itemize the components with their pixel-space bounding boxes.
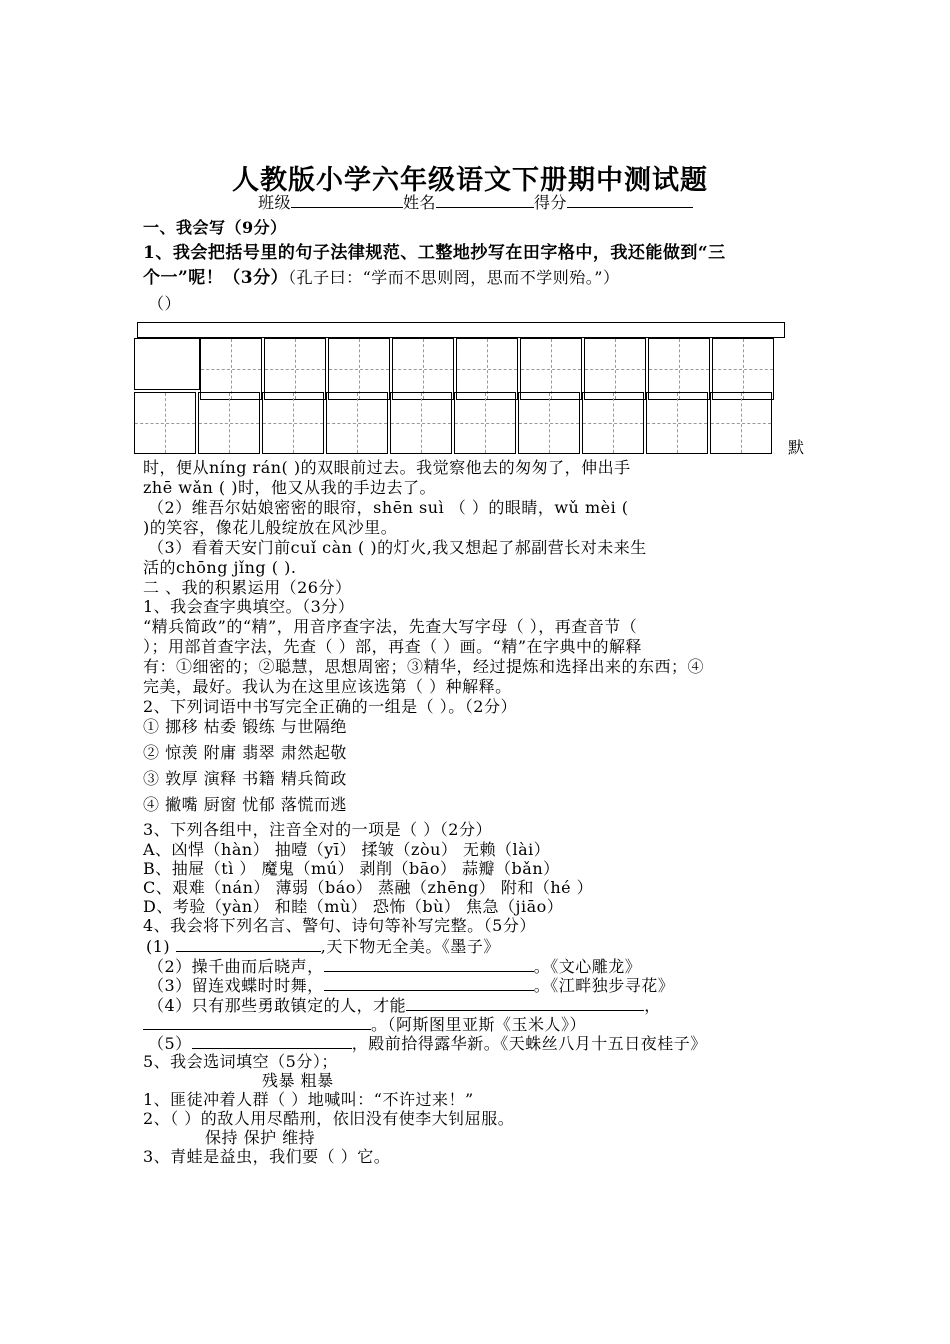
grid-cell[interactable]: [454, 392, 516, 454]
s1-para2: zhē wǎn ( )时，他又从我的手边去了。: [143, 478, 436, 497]
grid-row-1: [200, 338, 776, 400]
section1-heading: 一、我会写（9分）: [143, 218, 287, 237]
grid-cell[interactable]: [134, 392, 196, 454]
grid-cell[interactable]: [710, 392, 772, 454]
q4-5-text: ，殿前拾得露华新。《天蛛丝八月十五日夜桂子》: [351, 1034, 707, 1053]
s2-q5-title: 5、我会选词填空（5分）；: [143, 1052, 338, 1071]
q4-2-text: （2）操千曲而后晓声，: [148, 957, 324, 976]
s2-q4-item3: [148, 974, 674, 996]
q4-4-blank2[interactable]: [143, 1013, 371, 1030]
s1-q1-line2: [143, 268, 619, 288]
s2-q2-option: ① 挪移 枯委 锻练 与世隔绝: [143, 717, 347, 736]
s2-q5-sentence3: 3、青蛙是益虫，我们要（ ）它。: [143, 1147, 391, 1166]
grid-cell[interactable]: [582, 392, 644, 454]
s1-q1-line2b: （孔子曰：“学而不思则罔，思而不学则殆。”）: [288, 268, 620, 287]
grid-cell[interactable]: [392, 338, 454, 400]
s2-q2-title: 2、下列词语中书写完全正确的一组是（ ）。（2分）: [143, 697, 517, 716]
s2-q2-option: ④ 撇嘴 厨窗 忧郁 落慌而逃: [143, 795, 347, 814]
s2-q5-words2: 保持 保护 维持: [205, 1128, 316, 1147]
grid-cell[interactable]: [584, 338, 646, 400]
grid-cell[interactable]: [328, 338, 390, 400]
grid-cell[interactable]: [264, 338, 326, 400]
q4-4-blank[interactable]: [406, 994, 644, 1011]
s1-para4: )的笑容，像花儿般绽放在风沙里。: [143, 518, 398, 537]
s1-q1-paren: （）: [148, 294, 182, 313]
s2-q4-item1: [146, 935, 500, 957]
grid-cell[interactable]: [262, 392, 324, 454]
s2-q3-title: 3、下列各组中，注音全对的一项是（ ）（2分）: [143, 820, 492, 839]
q4-4-text: （4）只有那些勇敢镇定的人，才能: [148, 996, 407, 1015]
s2-q4-title: 4、我会将下列名言、警句、诗句等补写完整。（5分）: [143, 916, 536, 935]
q4-2-source: 。《文心雕龙》: [533, 957, 642, 976]
s2-q5-sentence1: 1、匪徒冲着人群（ ）地喊叫：“不许过来！”: [143, 1090, 474, 1109]
s1-para1: 时，便从níng rán( )的双眼前过去。我觉察他去的匆匆了，伸出手: [143, 458, 631, 477]
s2-q3-option: C、艰难（nán） 薄弱（báo） 蒸融（zhēng） 附和（hé ）: [143, 878, 594, 897]
score-label: 得分: [534, 193, 568, 212]
class-blank[interactable]: [291, 191, 403, 208]
grid-end-char: 默: [788, 438, 805, 457]
s2-q3-option: B、抽屉（tì ） 魔鬼（mú） 剥削（bāo） 蒜瓣（bǎn）: [143, 859, 560, 878]
q4-4-comma: ，: [644, 996, 661, 1015]
s2-q3-option: D、考验（yàn） 和睦（mù） 恐怖（bù） 焦急（jiāo）: [143, 897, 564, 916]
s2-q2-option: ② 惊羡 附庸 翡翠 肃然起敬: [143, 743, 347, 762]
grid-cell[interactable]: [198, 392, 260, 454]
s1-para5: （3）看着天安门前cuǐ càn ( )的灯火,我又想起了郝副营长对未来生: [148, 538, 647, 557]
page-title: 人教版小学六年级语文下册期中测试题: [232, 165, 708, 196]
q4-1-num: (1): [146, 937, 171, 956]
grid-cell[interactable]: [200, 338, 262, 400]
q4-2-blank[interactable]: [324, 955, 534, 972]
q4-3-blank[interactable]: [324, 974, 534, 991]
grid-cell[interactable]: [646, 392, 708, 454]
s2-q4-item5: [148, 1032, 707, 1054]
header-fields: [258, 191, 693, 213]
q4-5-num: （5）: [148, 1034, 192, 1053]
s2-q2-option: ③ 敦厚 演释 书籍 精兵简政: [143, 769, 347, 788]
s2-q3-option: A、凶悍（hàn） 抽噎（yī） 揉皱（zòu） 无赖（lài）: [143, 840, 551, 859]
grid-cell[interactable]: [520, 338, 582, 400]
name-label: 姓名: [403, 193, 437, 212]
grid-cell[interactable]: [456, 338, 518, 400]
q4-1-text: ,天下物无全美。《墨子》: [320, 937, 500, 956]
s1-para3: （2）维吾尔姑娘密密的眼帘，shēn suì （ ）的眼睛，wǔ mèi (: [148, 498, 629, 517]
q4-4-source: 。（阿斯图里亚斯《玉米人》）: [371, 1015, 587, 1034]
q4-3-text: （3）留连戏蝶时时舞，: [148, 976, 324, 995]
s2-q1-line4: 完美，最好。我认为在这里应该选第（ ）种解释。: [143, 677, 512, 696]
grid-cell[interactable]: [326, 392, 388, 454]
s2-q1-line2: ）；用部首查字法，先查（ ）部，再查（ ）画。“精”在字典中的解释: [143, 637, 643, 656]
grid-top-strip: [137, 322, 785, 338]
score-blank[interactable]: [567, 191, 693, 208]
s2-q5-sentence2: 2、（ ）的敌人用尽酷刑，依旧没有使李大钊屈服。: [143, 1109, 515, 1128]
s2-q1-line1: “精兵简政”的“精”，用音序查字法，先查大写字母（ ），再查音节（: [143, 617, 638, 636]
s2-q1-line3: 有：①细密的；②聪慧，思想周密；③精华，经过提炼和选择出来的东西；④: [143, 657, 705, 676]
name-blank[interactable]: [436, 191, 534, 208]
grid-cell[interactable]: [648, 338, 710, 400]
section2-heading: 二 、我的积累运用（26分）: [143, 578, 352, 597]
s1-q1-line1: 1、我会把括号里的句子法律规范、工整地抄写在田字格中，我还能做到“三: [143, 243, 726, 263]
q4-3-source: 。《江畔独步寻花》: [533, 976, 675, 995]
s2-q5-words1: 残暴 粗暴: [262, 1071, 334, 1090]
grid-cell[interactable]: [518, 392, 580, 454]
s1-para6: 活的chōng jǐng ( ).: [143, 558, 297, 577]
s2-q1-title: 1、我会查字典填空。（3分）: [143, 597, 355, 616]
q4-1-blank[interactable]: [176, 935, 321, 952]
q4-5-blank[interactable]: [192, 1032, 352, 1049]
class-label: 班级: [258, 193, 292, 212]
grid-left-cell[interactable]: [134, 338, 200, 390]
grid-row-2: [134, 392, 774, 454]
grid-cell[interactable]: [712, 338, 774, 400]
s1-q1-line2a: 个一”呢！（3分）: [143, 268, 289, 288]
grid-cell[interactable]: [390, 392, 452, 454]
